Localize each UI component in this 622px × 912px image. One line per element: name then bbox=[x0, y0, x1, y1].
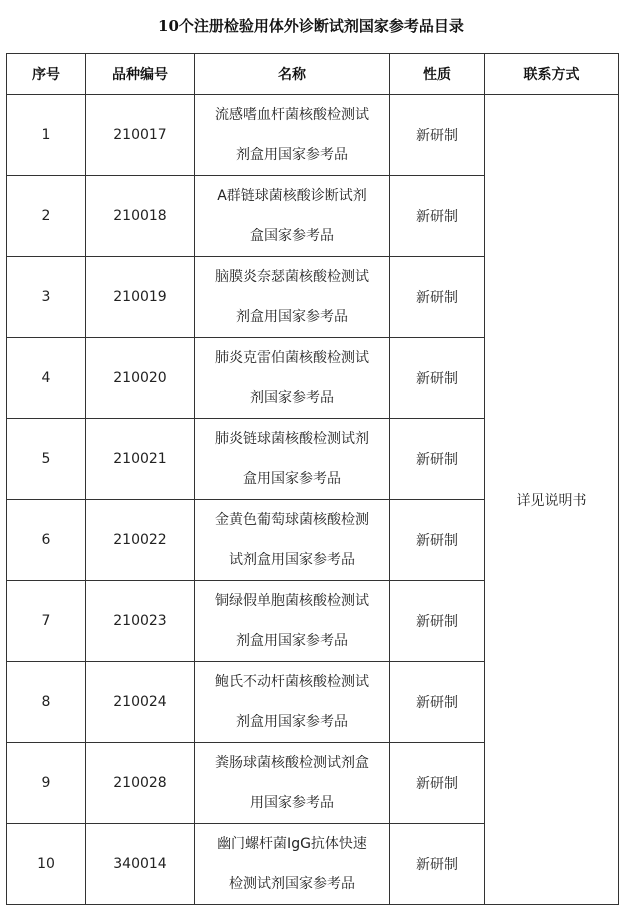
table-header-row bbox=[7, 54, 619, 95]
row-code: 210019 bbox=[86, 257, 195, 338]
row-name bbox=[195, 95, 390, 176]
row-name bbox=[195, 338, 390, 419]
row-name-line2: 试剂盒用国家参考品 bbox=[229, 552, 355, 568]
row-name-line2: 剂盒用国家参考品 bbox=[236, 147, 348, 163]
row-code: 210024 bbox=[86, 662, 195, 743]
header-nature: 性质 bbox=[390, 54, 485, 95]
row-nature: 新研制 bbox=[390, 338, 485, 419]
row-name-line1: 肺炎克雷伯菌核酸检测试 bbox=[215, 350, 369, 366]
row-serial: 1 bbox=[7, 95, 86, 176]
contact-cell: 详见说明书 bbox=[485, 95, 619, 905]
row-nature: 新研制 bbox=[390, 95, 485, 176]
header-contact: 联系方式 bbox=[485, 54, 619, 95]
row-name bbox=[195, 581, 390, 662]
row-nature: 新研制 bbox=[390, 419, 485, 500]
row-serial: 5 bbox=[7, 419, 86, 500]
header-serial: 序号 bbox=[7, 54, 86, 95]
row-code: 210018 bbox=[86, 176, 195, 257]
row-serial: 10 bbox=[7, 824, 86, 905]
row-name bbox=[195, 500, 390, 581]
row-serial: 9 bbox=[7, 743, 86, 824]
row-name bbox=[195, 257, 390, 338]
row-code: 210021 bbox=[86, 419, 195, 500]
row-name bbox=[195, 176, 390, 257]
header-name: 名称 bbox=[195, 54, 390, 95]
row-code: 210023 bbox=[86, 581, 195, 662]
row-name bbox=[195, 824, 390, 905]
row-name bbox=[195, 662, 390, 743]
row-nature: 新研制 bbox=[390, 581, 485, 662]
row-name bbox=[195, 419, 390, 500]
row-code: 210022 bbox=[86, 500, 195, 581]
row-nature: 新研制 bbox=[390, 500, 485, 581]
row-nature: 新研制 bbox=[390, 743, 485, 824]
row-name-line1: 铜绿假单胞菌核酸检测试 bbox=[215, 593, 369, 609]
table-row bbox=[7, 95, 619, 176]
row-serial: 6 bbox=[7, 500, 86, 581]
row-serial: 2 bbox=[7, 176, 86, 257]
row-name-line2: 剂盒用国家参考品 bbox=[236, 633, 348, 649]
row-name-line2: 盒国家参考品 bbox=[250, 228, 334, 244]
row-code: 210028 bbox=[86, 743, 195, 824]
row-name-line1: 鲍氏不动杆菌核酸检测试 bbox=[215, 674, 369, 690]
row-name-line2: 检测试剂国家参考品 bbox=[229, 876, 355, 892]
header-code: 品种编号 bbox=[86, 54, 195, 95]
row-name bbox=[195, 743, 390, 824]
row-nature: 新研制 bbox=[390, 176, 485, 257]
row-name-line1: 金黄色葡萄球菌核酸检测 bbox=[215, 512, 369, 528]
row-name-line1: 流感嗜血杆菌核酸检测试 bbox=[215, 107, 369, 123]
row-serial: 3 bbox=[7, 257, 86, 338]
row-name-line1: 肺炎链球菌核酸检测试剂 bbox=[215, 431, 369, 447]
row-name-line2: 用国家参考品 bbox=[250, 795, 334, 811]
row-name-line1: 脑膜炎奈瑟菌核酸检测试 bbox=[215, 269, 369, 285]
row-serial: 4 bbox=[7, 338, 86, 419]
row-nature: 新研制 bbox=[390, 662, 485, 743]
row-name-line2: 剂盒用国家参考品 bbox=[236, 714, 348, 730]
row-code: 340014 bbox=[86, 824, 195, 905]
row-name-line1: 粪肠球菌核酸检测试剂盒 bbox=[215, 755, 369, 771]
row-name-line2: 剂盒用国家参考品 bbox=[236, 309, 348, 325]
document-title: 10个注册检验用体外诊断试剂国家参考品目录 bbox=[158, 17, 464, 35]
row-name-line1: 幽门螺杆菌IgG抗体快速 bbox=[217, 836, 367, 852]
row-nature: 新研制 bbox=[390, 824, 485, 905]
row-name-line2: 盒用国家参考品 bbox=[243, 471, 341, 487]
reference-catalog-table bbox=[6, 53, 619, 905]
row-name-line1: A群链球菌核酸诊断试剂 bbox=[217, 188, 367, 204]
row-serial: 7 bbox=[7, 581, 86, 662]
row-nature: 新研制 bbox=[390, 257, 485, 338]
row-name-line2: 剂国家参考品 bbox=[250, 390, 334, 406]
row-code: 210017 bbox=[86, 95, 195, 176]
row-code: 210020 bbox=[86, 338, 195, 419]
row-serial: 8 bbox=[7, 662, 86, 743]
